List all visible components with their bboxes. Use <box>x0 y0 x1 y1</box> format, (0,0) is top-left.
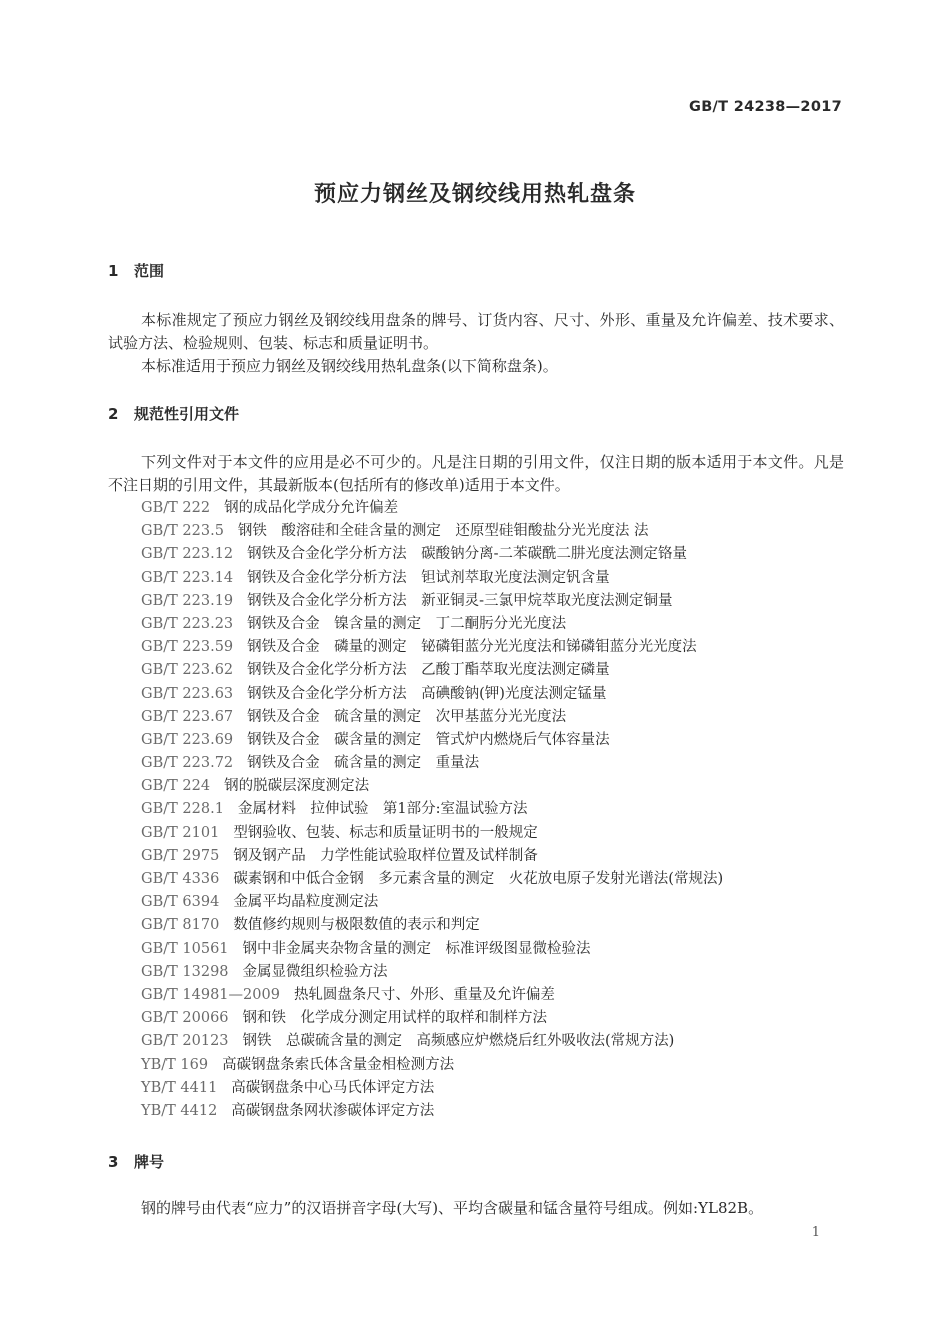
reference-title: 金属材料 拉伸试验 第1部分:室温试验方法 <box>237 801 528 818</box>
reference-title: 数值修约规则与极限数值的表示和判定 <box>233 917 480 934</box>
reference-title: 碳素钢和中低合金钢 多元素含量的测定 火花放电原子发射光谱法(常规法) <box>233 871 724 887</box>
section-3-heading <box>108 1151 164 1172</box>
reference-code: YB/T 169 <box>141 1056 209 1073</box>
reference-title: 型钢验收、包装、标志和质量证明书的一般规定 <box>233 824 538 841</box>
reference-code: GB/T 223.67 <box>141 708 234 725</box>
reference-item <box>141 1077 723 1100</box>
reference-code: GB/T 223.14 <box>141 569 234 586</box>
reference-code: GB/T 224 <box>141 778 211 795</box>
reference-title: 热轧圆盘条尺寸、外形、重量及允许偏差 <box>293 986 555 1003</box>
reference-code: GB/T 222 <box>141 500 211 516</box>
reference-item <box>141 961 723 984</box>
reference-item <box>141 938 723 961</box>
reference-item <box>141 1007 723 1030</box>
reference-item <box>141 1030 723 1053</box>
section-1-paragraph-1: 本标准规定了预应力钢丝及钢绞线用盘条的牌号、订货内容、尺寸、外形、重量及允许偏差、技术要求、试验方法、检验规则、包装、标志和质量证明书。 <box>108 311 844 352</box>
reference-item <box>141 845 723 868</box>
reference-code: GB/T 10561 <box>141 940 229 957</box>
reference-code: GB/T 228.1 <box>141 801 224 818</box>
reference-item <box>141 752 723 775</box>
reference-code: GB/T 8170 <box>141 917 220 934</box>
reference-title: 高碳钢盘条网状渗碳体评定方法 <box>231 1102 435 1119</box>
reference-title: 钢铁及合金化学分析方法 高碘酸钠(钾)光度法测定锰量 <box>247 685 607 702</box>
section-2-heading <box>108 403 239 424</box>
reference-title: 钢铁及合金 硫含量的测定 次甲基蓝分光光度法 <box>247 708 567 725</box>
reference-title: 钢铁及合金 磷量的测定 铋磷钼蓝分光光度法和锑磷钼蓝分光光度法 <box>247 639 697 656</box>
reference-code: GB/T 20123 <box>141 1033 229 1050</box>
reference-item <box>141 567 723 590</box>
reference-title: 钢铁及合金 硫含量的测定 重量法 <box>247 755 480 772</box>
reference-code: GB/T 13298 <box>141 963 229 980</box>
reference-item <box>141 914 723 937</box>
reference-title: 钢的脱碳层深度测定法 <box>224 778 370 795</box>
reference-title: 钢及钢产品 力学性能试验取样位置及试样制备 <box>233 847 538 864</box>
reference-code: GB/T 223.62 <box>141 662 234 679</box>
section-number: 3 <box>108 1153 119 1171</box>
reference-title: 钢铁 总碳硫含量的测定 高频感应炉燃烧后红外吸收法(常规方法) <box>242 1033 675 1050</box>
reference-item <box>141 636 723 659</box>
reference-title: 钢铁及合金 碳含量的测定 管式炉内燃烧后气体容量法 <box>247 731 610 748</box>
reference-item <box>141 590 723 613</box>
reference-title: 高碳钢盘条索氏体含量金相检测方法 <box>222 1056 455 1073</box>
reference-code: GB/T 223.63 <box>141 685 234 702</box>
section-3-paragraph: 钢的牌号由代表“应力”的汉语拼音字母(大写)、平均含碳量和锰含量符号组成。例如:YL82B。 <box>141 1199 764 1217</box>
reference-item <box>141 868 723 891</box>
section-title: 范围 <box>134 262 165 280</box>
reference-code: GB/T 20066 <box>141 1010 229 1027</box>
reference-code: GB/T 2101 <box>141 824 220 841</box>
reference-item <box>141 798 723 821</box>
reference-title: 金属显微组织检验方法 <box>242 963 388 980</box>
reference-code: GB/T 4336 <box>141 871 220 887</box>
reference-item <box>141 706 723 729</box>
reference-item <box>141 659 723 682</box>
reference-code: YB/T 4412 <box>141 1102 218 1119</box>
reference-item <box>141 683 723 706</box>
section-1-heading <box>108 260 164 281</box>
reference-title: 钢铁及合金化学分析方法 乙酸丁酯萃取光度法测定磷量 <box>247 662 610 679</box>
normative-reference-list <box>141 497 723 1123</box>
reference-code: GB/T 223.19 <box>141 592 234 609</box>
section-1-paragraph-2: 本标准适用于预应力钢丝及钢绞线用热轧盘条(以下简称盘条)。 <box>141 357 558 375</box>
standard-number: GB/T 24238—2017 <box>689 99 842 115</box>
reference-item <box>141 1100 723 1123</box>
reference-title: 高碳钢盘条中心马氏体评定方法 <box>231 1079 435 1096</box>
reference-item <box>141 775 723 798</box>
section-title: 规范性引用文件 <box>134 405 240 423</box>
reference-code: GB/T 223.12 <box>141 546 234 563</box>
reference-code: GB/T 6394 <box>141 894 220 911</box>
reference-title: 钢的成品化学成分允许偏差 <box>224 500 399 516</box>
reference-code: GB/T 223.69 <box>141 731 234 748</box>
reference-item <box>141 1054 723 1077</box>
reference-title: 钢铁 酸溶硅和全硅含量的测定 还原型硅钼酸盐分光光度法 法 <box>237 523 649 540</box>
reference-title: 钢铁及合金化学分析方法 钽试剂萃取光度法测定钒含量 <box>247 569 610 586</box>
reference-title: 钢铁及合金化学分析方法 新亚铜灵-三氯甲烷萃取光度法测定铜量 <box>247 592 673 609</box>
reference-code: GB/T 223.72 <box>141 755 234 772</box>
reference-title: 钢铁及合金化学分析方法 碳酸钠分离-二苯碳酰二肼光度法测定铬量 <box>247 546 688 563</box>
reference-item <box>141 543 723 566</box>
reference-item <box>141 891 723 914</box>
reference-item <box>141 520 723 543</box>
reference-code: GB/T 14981—2009 <box>141 986 280 1003</box>
reference-code: GB/T 223.5 <box>141 523 224 540</box>
reference-code: GB/T 223.59 <box>141 639 234 656</box>
reference-title: 钢和铁 化学成分测定用试样的取样和制样方法 <box>242 1010 548 1027</box>
reference-item <box>141 729 723 752</box>
reference-title: 钢中非金属夹杂物含量的测定 标准评级图显微检验法 <box>242 940 591 957</box>
reference-title: 钢铁及合金 镍含量的测定 丁二酮肟分光光度法 <box>247 615 567 632</box>
section-2-intro: 下列文件对于本文件的应用是必不可少的。凡是注日期的引用文件，仅注日期的版本适用于本文件。凡是不注日期的引用文件，其最新版本(包括所有的修改单)适用于本文件。 <box>108 453 844 494</box>
reference-item <box>141 984 723 1007</box>
reference-item <box>141 822 723 845</box>
reference-title: 金属平均晶粒度测定法 <box>233 894 379 911</box>
section-number: 2 <box>108 405 119 423</box>
document-title: 预应力钢丝及钢绞线用热轧盘条 <box>313 182 636 207</box>
reference-code: GB/T 2975 <box>141 847 220 864</box>
reference-code: YB/T 4411 <box>141 1079 218 1096</box>
reference-code: GB/T 223.23 <box>141 615 234 632</box>
reference-item <box>141 497 723 520</box>
section-title: 牌号 <box>134 1153 165 1171</box>
section-number: 1 <box>108 262 119 280</box>
page-number: 1 <box>811 1225 820 1240</box>
reference-item <box>141 613 723 636</box>
